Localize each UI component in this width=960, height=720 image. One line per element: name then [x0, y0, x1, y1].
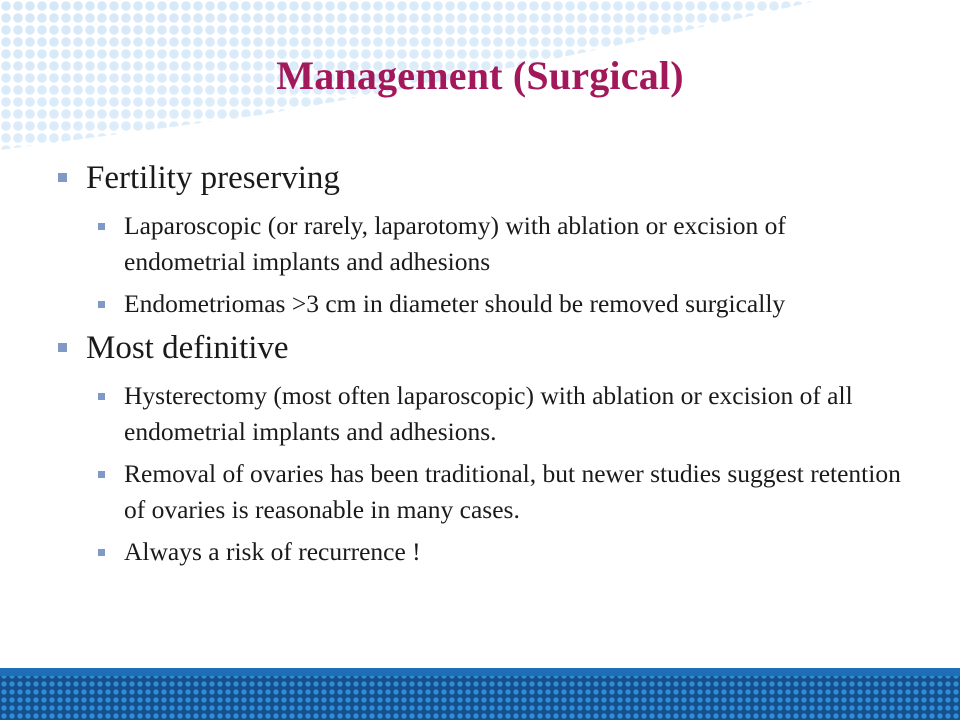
square-bullet-icon [58, 343, 67, 352]
bullet-text: Endometriomas >3 cm in diameter should be removed surgically [124, 289, 786, 318]
bullet-level2 [98, 534, 908, 570]
bottom-band-top-stripe [0, 668, 960, 676]
bullet-level1 [58, 158, 908, 198]
square-bullet-icon [98, 549, 105, 556]
bullet-text: Laparoscopic (or rarely, laparotomy) with ablation or excision of endometrial implants and adhesions [124, 211, 786, 276]
bullet-level2 [98, 456, 908, 528]
slide-title: Management (Surgical) [276, 53, 684, 98]
bullet-level2 [98, 286, 908, 322]
slide-content [58, 158, 908, 576]
square-bullet-icon [98, 393, 105, 400]
bullet-text: Fertility preserving [86, 160, 340, 196]
bullet-text: Most definitive [86, 330, 289, 366]
bottom-dot-band [0, 676, 960, 720]
square-bullet-icon [98, 471, 105, 478]
square-bullet-icon [98, 223, 105, 230]
bullet-level2 [98, 378, 908, 450]
section-most-definitive [58, 328, 908, 570]
section-fertility-preserving [58, 158, 908, 322]
square-bullet-icon [58, 173, 67, 182]
bullet-text: Removal of ovaries has been traditional, but newer studies suggest retention of ovaries is reasonable in many cases. [124, 459, 901, 524]
bullet-text: Always a risk of recurrence ! [124, 537, 421, 566]
square-bullet-icon [98, 301, 105, 308]
bullet-text: Hysterectomy (most often laparoscopic) with ablation or excision of all endometrial implants and adhesions. [124, 381, 853, 446]
bullet-level2 [98, 208, 908, 280]
bullet-level1 [58, 328, 908, 368]
